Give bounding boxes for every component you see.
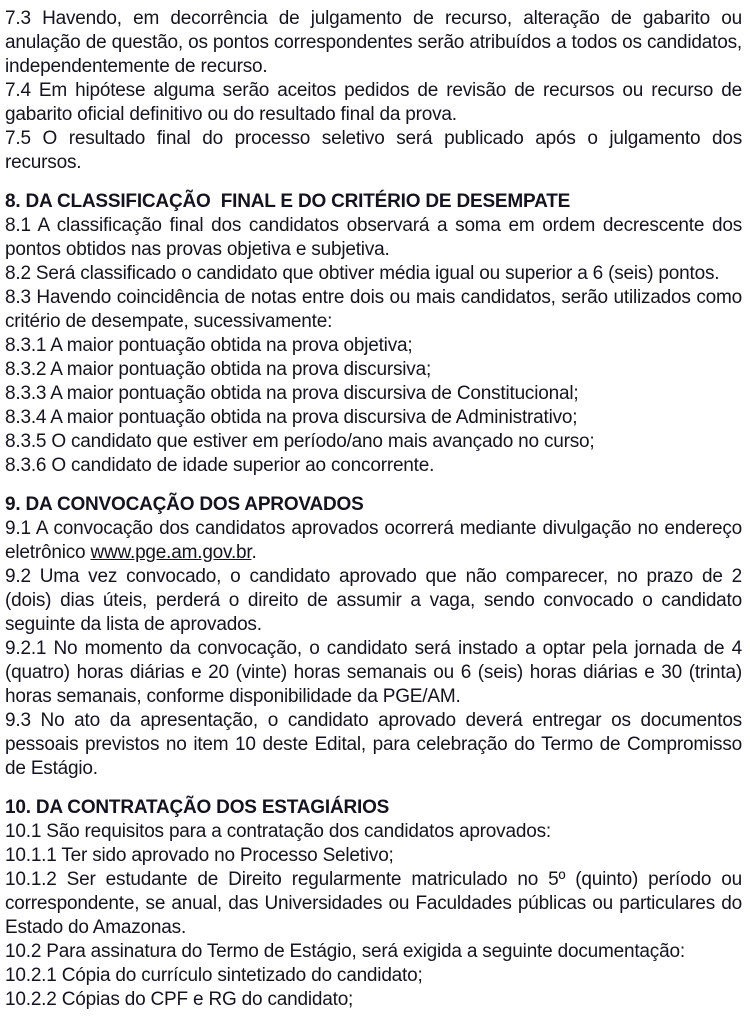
clause-7-4: 7.4 Em hipótese alguma serão aceitos pedidos de revisão de recursos ou recurso de gabarito oficial definitivo ou do resultado final da prova. [5,80,742,125]
clause-10-1-1: 10.1.1 Ter sido aprovado no Processo Seletivo; [5,845,394,866]
clause-7-5: 7.5 O resultado final do processo seletivo será publicado após o julgamento dos recursos. [5,128,742,173]
section-10-heading: 10. DA CONTRATAÇÃO DOS ESTAGIÁRIOS [5,797,390,818]
clause-10-1: 10.1 São requisitos para a contratação dos candidatos aprovados: [5,821,551,842]
section-10-contratacao [5,796,742,1012]
section-8-classificacao-final [5,190,742,478]
clause-9-2: 9.2 Uma vez convocado, o candidato aprovado que não comparecer, no prazo de 2 (dois) dias úteis, perderá o direito de assumir a vaga, sendo convocado o candidato seguinte da lista de aprovados. [5,566,742,635]
clause-8-3-2: 8.3.2 A maior pontuação obtida na prova discursiva; [5,359,432,380]
clause-8-2: 8.2 Será classificado o candidato que obtiver média igual ou superior a 6 (seis) pontos. [5,263,720,284]
clause-8-3-4: 8.3.4 A maior pontuação obtida na prova discursiva de Administrativo; [5,407,578,428]
clause-9-1-text: 9.1 A convocação dos candidatos aprovados ocorrerá mediante divulgação no endereço eletrônico [5,518,742,563]
clause-9-3: 9.3 No ato da apresentação, o candidato aprovado deverá entregar os documentos pessoais previstos no item 10 deste Edital, para celebração do Termo de Compromisso de Estágio. [5,710,742,779]
clause-8-3-3: 8.3.3 A maior pontuação obtida na prova discursiva de Constitucional; [5,383,579,404]
section-8-heading: 8. DA CLASSIFICAÇÃO FINAL E DO CRITÉRIO DE DESEMPATE [5,191,571,212]
clause-9-1-period: . [251,542,257,563]
clause-8-3-6: 8.3.6 O candidato de idade superior ao concorrente. [5,455,435,476]
section-9-convocacao [5,493,742,781]
clause-8-3-1: 8.3.1 A maior pontuação obtida na prova objetiva; [5,335,413,356]
clause-10-1-2: 10.1.2 Ser estudante de Direito regularmente matriculado no 5º (quinto) período ou correspondente, se anual, das Universidades ou Faculdades públicas ou particulares do Estado do Amazonas. [5,869,742,938]
clause-10-2: 10.2 Para assinatura do Termo de Estágio, será exigida a seguinte documentação: [5,941,685,962]
section-9-heading: 9. DA CONVOCAÇÃO DOS APROVADOS [5,494,364,515]
clause-10-2-2: 10.2.2 Cópias do CPF e RG do candidato; [5,989,354,1010]
clause-8-3-5: 8.3.5 O candidato que estiver em período/ano mais avançado no curso; [5,431,595,452]
clause-10-2-1: 10.2.1 Cópia do currículo sintetizado do candidato; [5,965,423,986]
clause-8-3: 8.3 Havendo coincidência de notas entre dois ou mais candidatos, serão utilizados como critério de desempate, sucessivamente: [5,287,742,332]
clause-8-1: 8.1 A classificação final dos candidatos observará a soma em ordem decrescente dos pontos obtidos nas provas objetiva e subjetiva. [5,215,742,260]
section-7-recursos [5,7,742,175]
clause-9-2-1: 9.2.1 No momento da convocação, o candidato será instado a optar pela jornada de 4 (quatro) horas diárias e 20 (vinte) horas semanais ou 6 (seis) horas diárias e 30 (trinta) horas semanais, conforme disponibilidade da PGE/AM. [5,638,742,707]
pge-website-link[interactable]: www.pge.am.gov.br [90,542,252,563]
clause-9-1 [5,517,742,565]
clause-7-3: 7.3 Havendo, em decorrência de julgamento de recurso, alteração de gabarito ou anulação de questão, os pontos correspondentes serão atribuídos a todos os candidatos, independentemente de recurso. [5,8,742,77]
